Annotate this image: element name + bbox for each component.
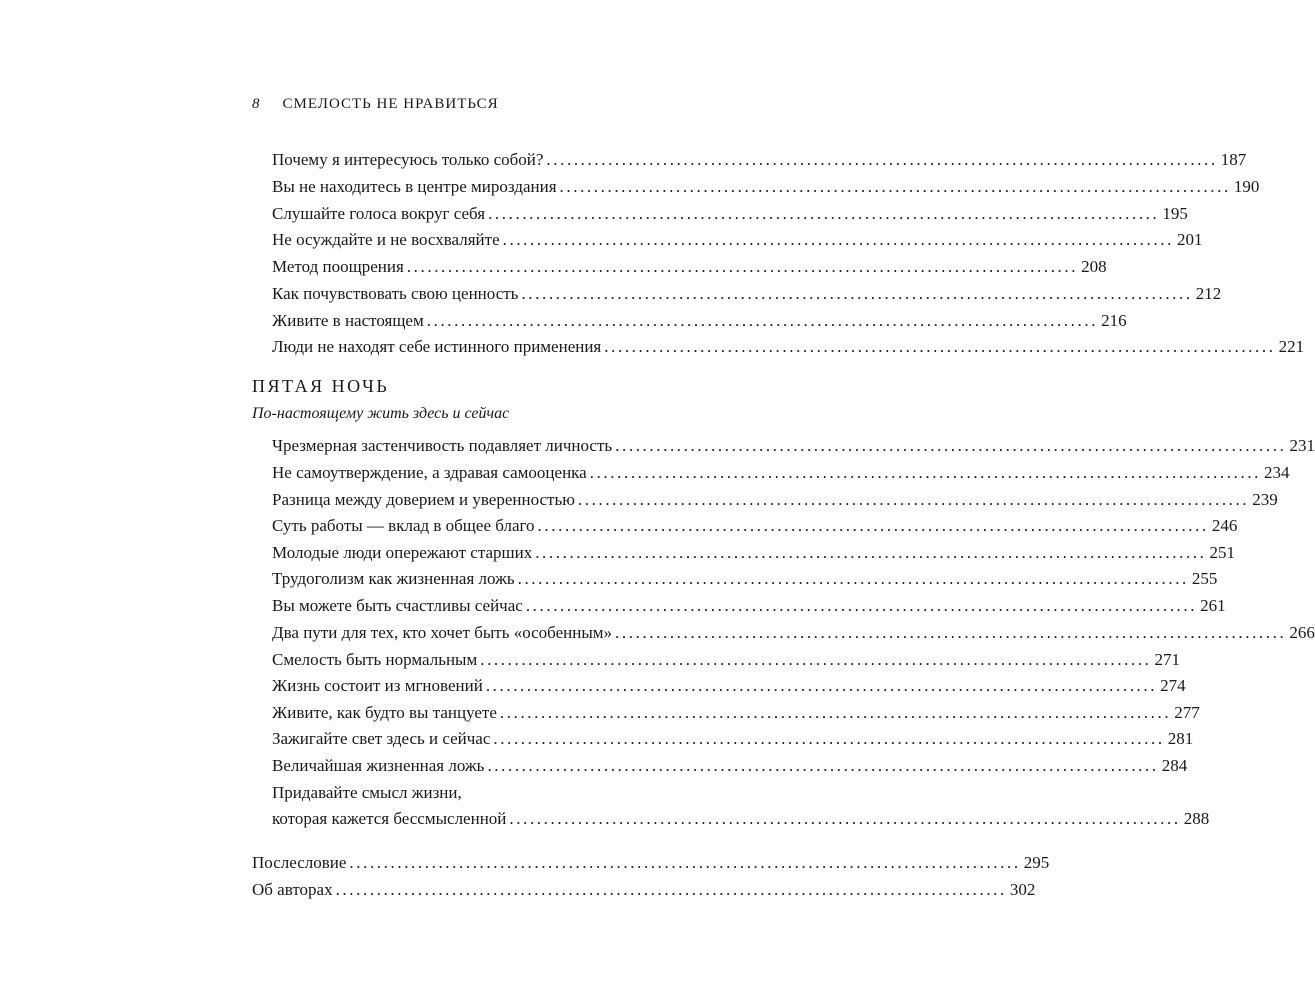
toc-entry-title: Вы не находитесь в центре мироздания [272,177,557,196]
toc-entry[interactable] [272,434,1315,458]
dot-leader: .................................................................................................. [487,756,1159,775]
toc-entry-page: 208 [1081,257,1107,276]
dot-leader: .................................................................................................. [577,490,1250,509]
toc-entry-page: 231 [1289,436,1315,455]
toc-entry-page: 201 [1176,230,1203,249]
toc-entry-page: 195 [1162,204,1188,223]
toc-entry-page: 288 [1183,809,1210,828]
dot-leader: .................................................................................................. [502,230,1174,249]
dot-leader: .................................................................................................. [615,436,1287,455]
toc-entry-page: 277 [1174,703,1200,722]
dot-leader: .................................................................................................. [335,880,1007,899]
toc-entry-title-line1[interactable]: Придавайте смысл жизни, [272,783,462,802]
toc-entry-title: Два пути для тех, кто хочет быть «особенным» [272,623,613,642]
dot-leader: .................................................................................................. [559,177,1231,196]
toc-entry[interactable] [272,541,1236,565]
toc-entry-page: 255 [1191,569,1218,588]
dot-leader: .................................................................................................. [525,596,1198,615]
toc-entry-page: 216 [1101,311,1127,330]
toc-entry-page: 246 [1211,516,1238,535]
toc-entry[interactable] [272,202,1188,226]
toc-entry-title: Смелость быть нормальным [272,650,478,669]
toc-entry-title: Разница между доверием и уверенностью [272,490,575,509]
toc-entry[interactable] [272,594,1226,618]
toc-entry-title: Не самоутверждение, а здравая самооценка [272,463,587,482]
toc-entry-title: Об авторах [252,880,333,899]
toc-entry-title: Как почувствовать свою ценность [272,284,519,303]
toc-entry-about-authors[interactable] [252,878,1036,902]
toc-entry-title: Слушайте голоса вокруг себя [272,204,486,223]
dot-leader: .................................................................................................. [535,543,1207,562]
dot-leader: .................................................................................................. [521,284,1193,303]
toc-entry-afterword[interactable] [252,851,1050,875]
toc-entry-page: 266 [1289,623,1315,642]
dot-leader: .................................................................................................. [537,516,1209,535]
toc-entry-page: 295 [1023,853,1050,872]
toc-entry[interactable] [272,674,1186,698]
toc-entry-page: 190 [1233,177,1260,196]
toc-entry-page: 234 [1264,463,1290,482]
page-number: 8 [252,96,261,112]
toc-entry[interactable] [272,175,1260,199]
part-title[interactable]: ПЯТАЯ НОЧЬ [252,376,390,396]
toc-entry-title: Живите в настоящем [272,311,424,330]
toc-entry[interactable] [272,727,1194,751]
toc-entry-page: 261 [1200,596,1226,615]
toc-entry[interactable] [272,335,1305,359]
toc-entry[interactable] [272,621,1315,645]
toc-entry-title: Послесловие [252,853,347,872]
dot-leader: .................................................................................................. [604,337,1276,356]
dot-leader: .................................................................................................. [349,853,1021,872]
toc-entry[interactable] [272,754,1188,778]
toc-entry-page: 284 [1161,756,1188,775]
toc-entry[interactable] [272,701,1200,725]
toc-entry-title: Живите, как будто вы танцуете [272,703,497,722]
toc-entry[interactable] [272,282,1222,306]
toc-entry-title: Молодые люди опережают старших [272,543,533,562]
dot-leader: .................................................................................................. [615,623,1287,642]
dot-leader: .................................................................................................. [509,809,1181,828]
toc-entry-title: Суть работы — вклад в общее благо [272,516,535,535]
toc-entry-title: Чрезмерная застенчивость подавляет личность [272,436,613,455]
toc-entry-page: 221 [1278,337,1305,356]
dot-leader: .................................................................................................. [493,729,1165,748]
dot-leader: .................................................................................................. [406,257,1079,276]
toc-entry-title: Зажигайте свет здесь и сейчас [272,729,491,748]
toc-entry-title: Величайшая жизненная ложь [272,756,485,775]
toc-entry[interactable] [272,567,1218,591]
toc-entry-title: Жизнь состоит из мгновений [272,676,483,695]
toc-entry-page: 212 [1195,284,1222,303]
running-header [252,96,499,113]
toc-entry-title: Почему я интересуюсь только собой? [272,150,544,169]
toc-entry-page: 271 [1154,650,1181,669]
toc-entry[interactable] [272,255,1107,279]
toc-entry[interactable] [272,461,1290,485]
toc-entry-page: 274 [1160,676,1186,695]
toc-entry[interactable] [272,488,1278,512]
toc-entry-page: 187 [1220,150,1247,169]
dot-leader: .................................................................................................. [426,311,1099,330]
toc-entry-title: Не осуждайте и не восхваляйте [272,230,500,249]
dot-leader: .................................................................................................. [517,569,1189,588]
toc-entry[interactable] [272,309,1127,333]
toc-entry-page: 251 [1209,543,1236,562]
dot-leader: .................................................................................................. [589,463,1262,482]
toc-entry-title: Вы можете быть счастливы сейчас [272,596,523,615]
toc-entry-page: 281 [1167,729,1194,748]
toc-entry[interactable] [272,648,1181,672]
dot-leader: .................................................................................................. [485,676,1158,695]
toc-entry-page: 239 [1252,490,1278,509]
dot-leader: .................................................................................................. [480,650,1152,669]
part-subtitle: По-настоящему жить здесь и сейчас [252,405,510,422]
toc-entry[interactable] [272,228,1203,252]
toc-entry-title-line2: которая кажется бессмысленной [272,809,507,828]
toc-entry-title: Трудоголизм как жизненная ложь [272,569,515,588]
toc-entry-title: Люди не находят себе истинного применения [272,337,602,356]
toc-entry[interactable] [272,807,1210,831]
dot-leader: .................................................................................................. [499,703,1172,722]
dot-leader: .................................................................................................. [488,204,1160,223]
toc-entry-title: Метод поощрения [272,257,404,276]
toc-entry-page: 302 [1009,880,1036,899]
dot-leader: .................................................................................................. [546,150,1218,169]
toc-entry[interactable] [272,514,1238,538]
toc-entry[interactable] [272,148,1247,172]
book-title: СМЕЛОСТЬ НЕ НРАВИТЬСЯ [282,96,499,112]
